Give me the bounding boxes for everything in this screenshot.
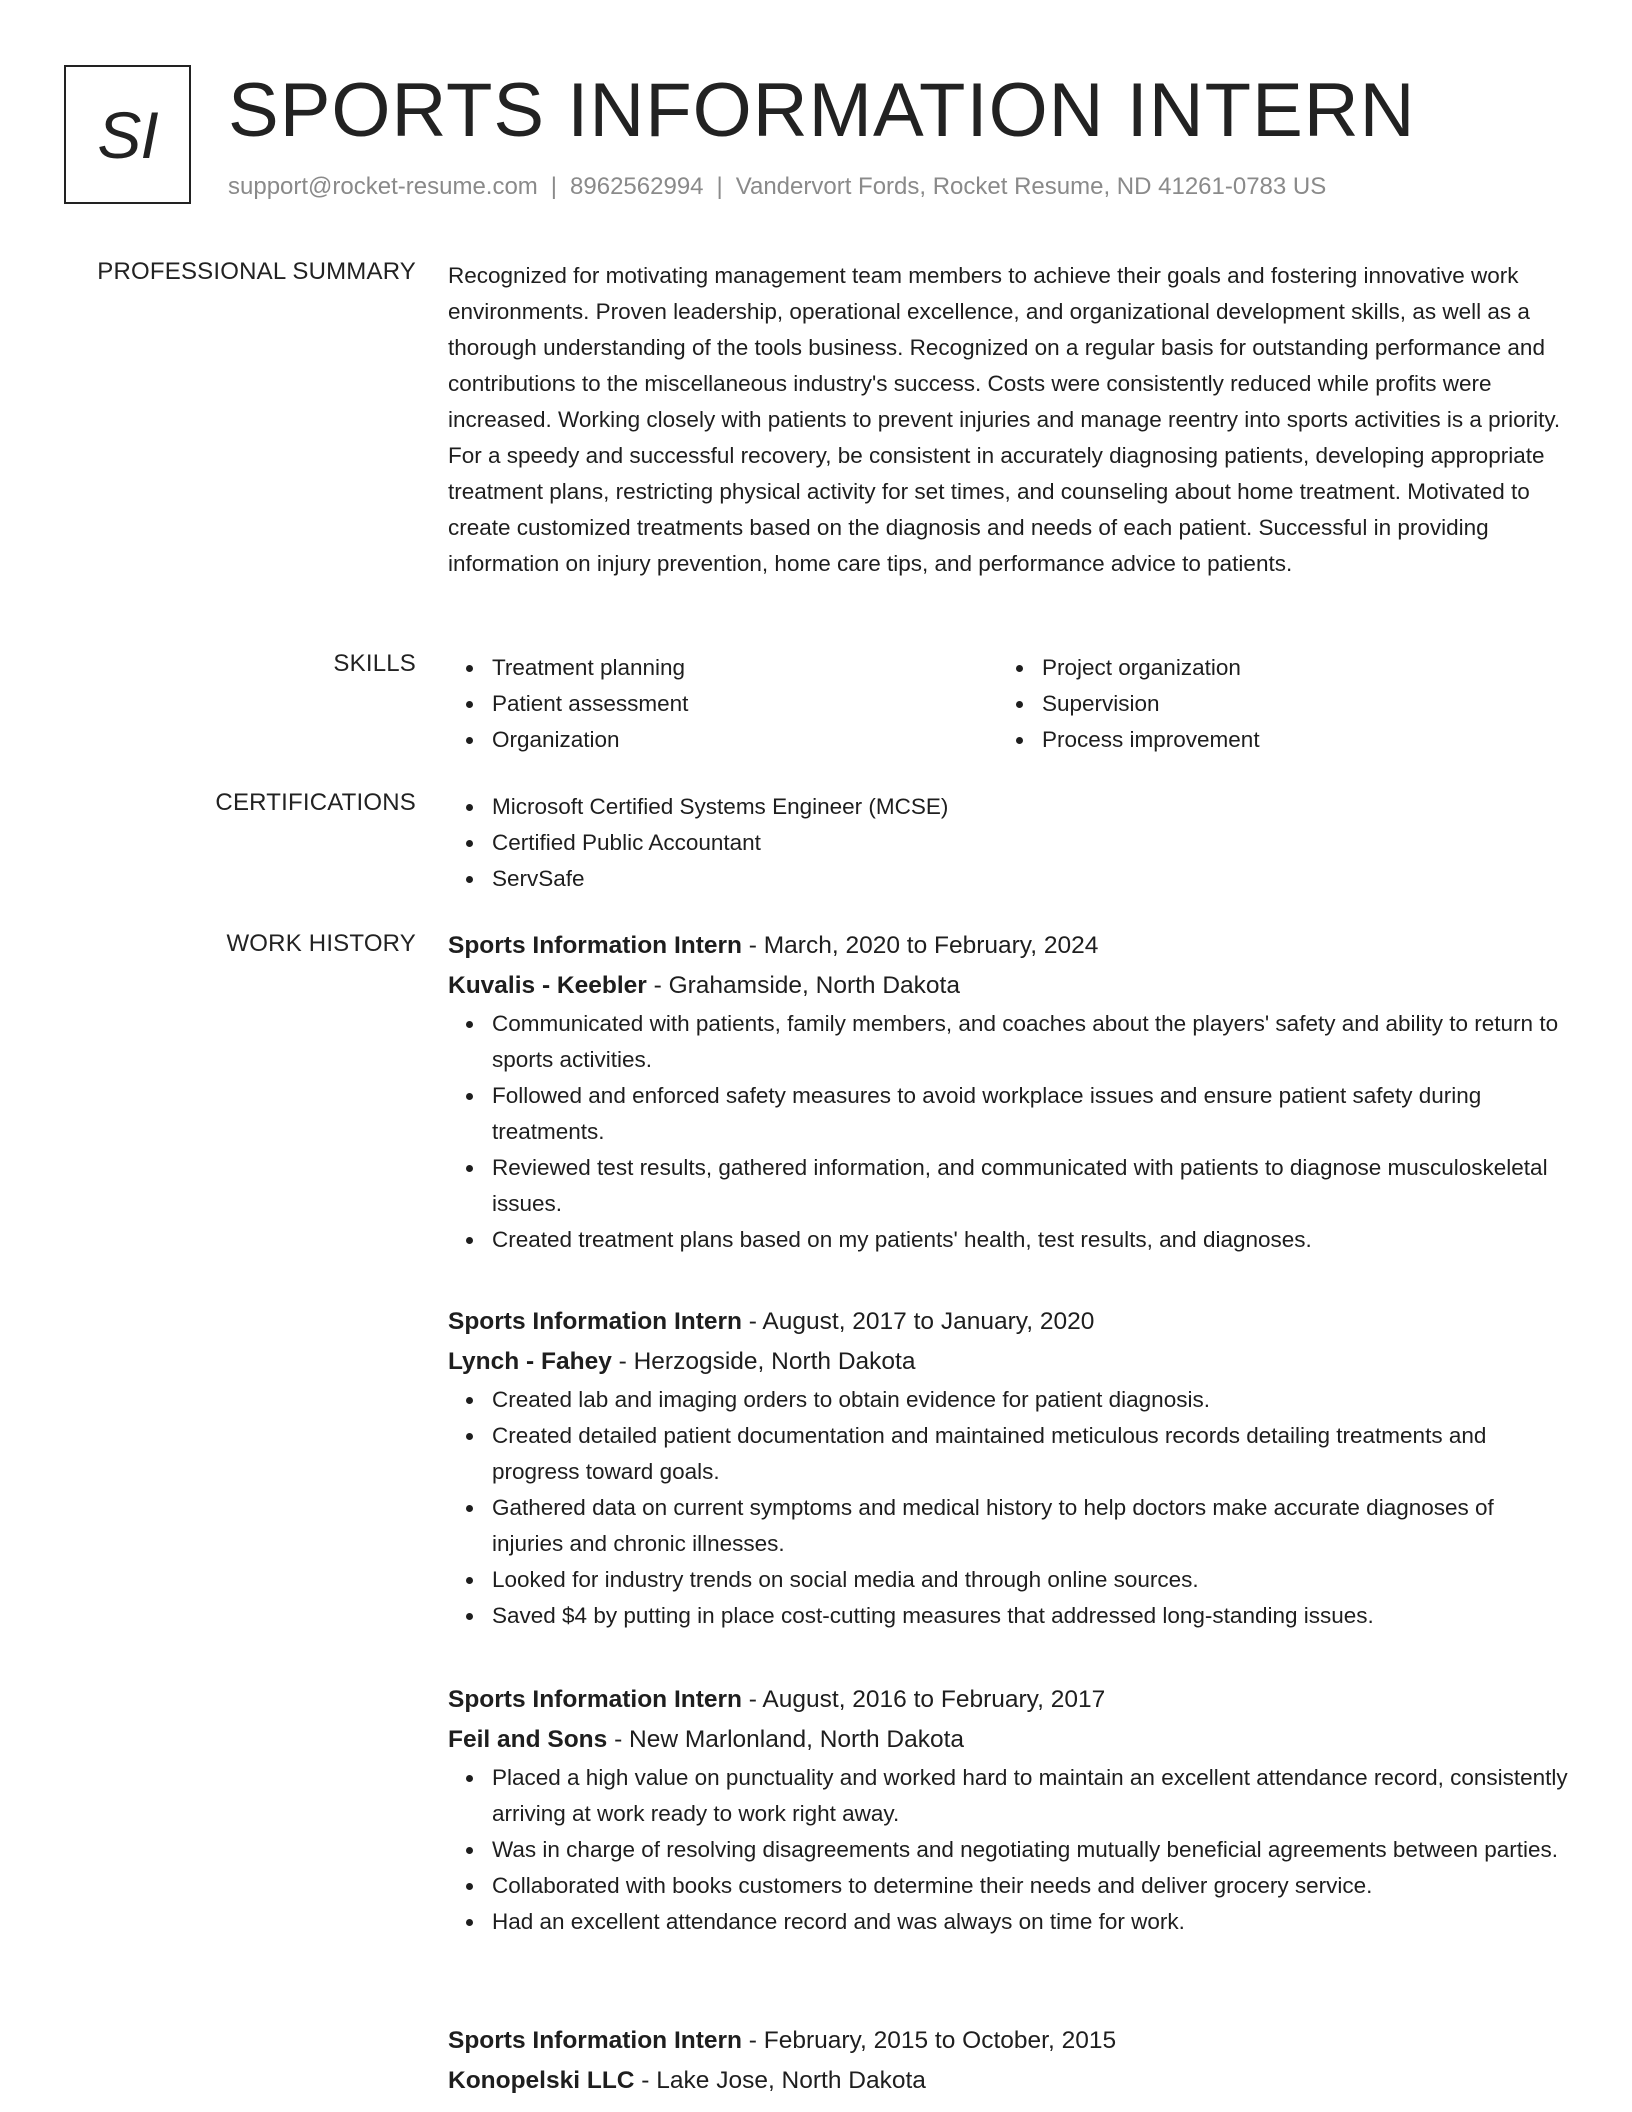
summary-heading: PROFESSIONAL SUMMARY	[97, 258, 416, 285]
job-company: Kuvalis - Keebler	[448, 972, 647, 999]
certification-item: Certified Public Accountant	[492, 825, 1568, 861]
job-duty: Created detailed patient documentation and maintained meticulous records detailing treatments and progress toward goals.	[492, 1418, 1568, 1490]
certification-item: Microsoft Certified Systems Engineer (MCSE)	[492, 789, 1568, 825]
monogram-initials: SI	[97, 97, 158, 172]
contact-separator: |	[550, 173, 558, 200]
skills-column-right	[998, 650, 1548, 758]
job-title-line	[448, 2021, 1568, 2061]
skill-item: Patient assessment	[492, 686, 998, 722]
job-company: Feil and Sons	[448, 1726, 608, 1753]
job-duties-list	[448, 1006, 1568, 1258]
skill-item: Process improvement	[1042, 722, 1548, 758]
job-duty: Reviewed test results, gathered information, and communicated with patients to diagnose musculoskeletal issues.	[492, 1150, 1568, 1222]
job-title-line	[448, 1302, 1568, 1342]
contact-line	[228, 173, 1326, 201]
job-dates: - February, 2015 to October, 2015	[742, 2027, 1117, 2054]
skill-item: Treatment planning	[492, 650, 998, 686]
job-duties-list	[448, 1382, 1568, 1634]
job-duty: Created treatment plans based on my patients' health, test results, and diagnoses.	[492, 1222, 1568, 1258]
job-entry	[448, 1680, 1568, 1940]
job-dates: - March, 2020 to February, 2024	[742, 932, 1099, 959]
contact-email[interactable]: support@rocket-resume.com	[228, 173, 538, 200]
job-location: - Lake Jose, North Dakota	[634, 2067, 926, 2094]
skill-item: Organization	[492, 722, 998, 758]
job-title: Sports Information Intern	[448, 932, 742, 959]
skills-list-left	[448, 650, 998, 758]
skills-grid	[448, 650, 1568, 758]
job-location: - New Marlonland, North Dakota	[607, 1726, 965, 1753]
job-duty: Had an excellent attendance record and was always on time for work.	[492, 1904, 1568, 1940]
job-location: - Herzogside, North Dakota	[611, 1348, 916, 1375]
job-duty: Followed and enforced safety measures to avoid workplace issues and ensure patient safety during treatments.	[492, 1078, 1568, 1150]
skill-item: Supervision	[1042, 686, 1548, 722]
job-company: Lynch - Fahey	[448, 1348, 612, 1375]
job-title-line	[448, 1680, 1568, 1720]
skills-body	[448, 650, 1568, 758]
contact-separator: |	[716, 173, 723, 200]
work-history-heading: WORK HISTORY	[226, 930, 416, 957]
certifications-list	[448, 789, 1568, 897]
job-company-line	[448, 1342, 1568, 1382]
job-duties-list	[448, 1760, 1568, 1940]
job-entry	[448, 2021, 1568, 2101]
job-title: Sports Information Intern	[448, 1686, 742, 1713]
job-entry	[448, 926, 1568, 1258]
job-duty: Saved $4 by putting in place cost-cutting measures that addressed long-standing issues.	[492, 1598, 1568, 1634]
job-duty: Looked for industry trends on social media and through online sources.	[492, 1562, 1568, 1598]
job-duty: Was in charge of resolving disagreements and negotiating mutually beneficial agreements between parties.	[492, 1832, 1568, 1868]
job-company: Konopelski LLC	[448, 2067, 635, 2094]
job-duty: Gathered data on current symptoms and medical history to help doctors make accurate diagnoses of injuries and chronic illnesses.	[492, 1490, 1568, 1562]
job-dates: - August, 2017 to January, 2020	[742, 1308, 1095, 1335]
job-entry	[448, 1302, 1568, 1634]
skill-item: Project organization	[1042, 650, 1548, 686]
job-title: Sports Information Intern	[448, 1308, 742, 1335]
job-company-line	[448, 966, 1568, 1006]
certifications-heading: CERTIFICATIONS	[215, 789, 416, 816]
job-location: - Grahamside, North Dakota	[646, 972, 960, 999]
job-duty: Communicated with patients, family members, and coaches about the players' safety and ability to return to sports activities.	[492, 1006, 1568, 1078]
resume-header	[64, 65, 1564, 210]
summary-text: Recognized for motivating management team members to achieve their goals and fostering innovative work environments. Proven leadership, operational excellence, and organizational development skills, as well as a thorough understanding of the tools business. Recognized on a regular basis for outstanding performance and contributions to the miscellaneous industry's success. Costs were consistently reduced while profits were increased. Working closely with patients to prevent injuries and manage reentry into sports activities is a priority. For a speedy and successful recovery, be consistent in accurately diagnosing patients, developing appropriate treatment plans, restricting physical activity for set times, and counseling about home treatment. Motivated to create customized treatments based on the diagnosis and needs of each patient. Successful in providing information on injury prevention, home care tips, and performance advice to patients.	[448, 263, 1561, 576]
skills-list-right	[998, 650, 1548, 758]
contact-address: Vandervort Fords, Rocket Resume, ND 41261-0783 US	[735, 173, 1327, 200]
contact-phone[interactable]: 8962562994	[570, 173, 704, 200]
job-title-line	[448, 926, 1568, 966]
certifications-body	[448, 789, 1568, 897]
job-duty: Collaborated with books customers to determine their needs and deliver grocery service.	[492, 1868, 1568, 1904]
monogram-box	[64, 65, 191, 204]
job-duty: Created lab and imaging orders to obtain evidence for patient diagnosis.	[492, 1382, 1568, 1418]
skills-column-left	[448, 650, 998, 758]
job-company-line	[448, 1720, 1568, 1760]
candidate-name: SPORTS INFORMATION INTERN	[228, 68, 1416, 153]
skills-heading: SKILLS	[333, 650, 416, 677]
job-dates: - August, 2016 to February, 2017	[742, 1686, 1106, 1713]
job-company-line	[448, 2061, 1568, 2101]
certification-item: ServSafe	[492, 861, 1568, 897]
job-duty: Placed a high value on punctuality and worked hard to maintain an excellent attendance record, consistently arriving at work ready to work right away.	[492, 1760, 1568, 1832]
job-title: Sports Information Intern	[448, 2027, 742, 2054]
